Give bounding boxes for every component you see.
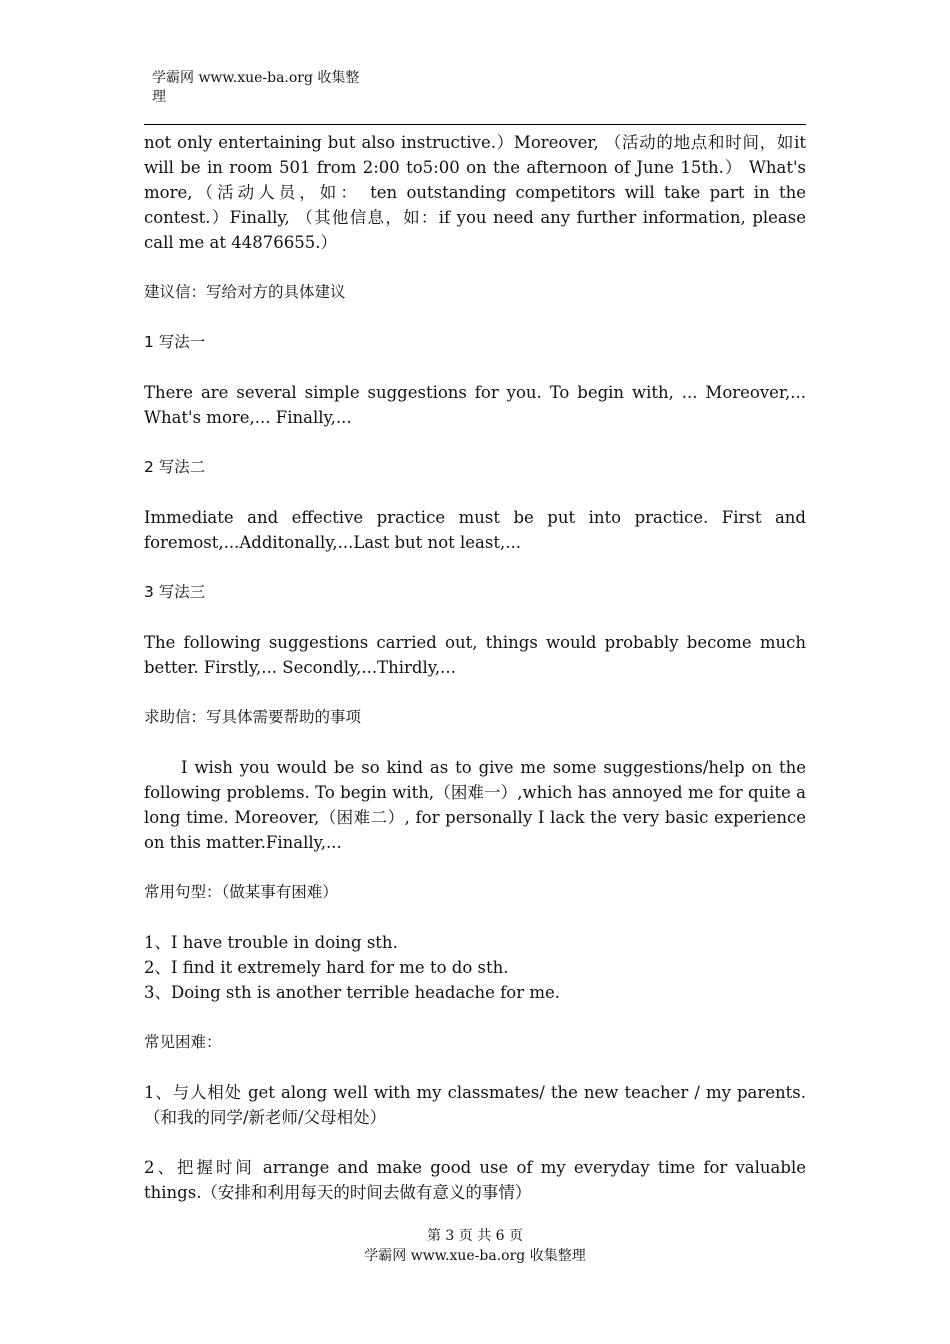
page-footer — [0, 1226, 950, 1266]
method-3-text: The following suggestions carried out, things would probably become much better. Firstly,... Secondly,...Thirdly,... — [144, 633, 806, 677]
common-difficulties-heading: 常见困难： — [144, 1033, 222, 1051]
common-patterns-list — [144, 930, 806, 1005]
list-item: 2、I find it extremely hard for me to do sth. — [144, 958, 509, 977]
suggestion-letter-heading: 建议信：写给对方的具体建议 — [144, 283, 346, 301]
method-1-title: 1 写法一 — [144, 333, 206, 351]
footer-source: 学霸网 www.xue-ba.org 收集整理 — [364, 1248, 586, 1264]
method-1-text: There are several simple suggestions for you. To begin with, ... Moreover,... What's more,... Finally,... — [144, 383, 806, 427]
document-body — [144, 130, 806, 1205]
difficulty-item-2: 2、把握时间 arrange and make good use of my everyday time for valuable things.（安排和利用每天的时间去做有意义的事情） — [144, 1158, 806, 1202]
header-divider — [144, 124, 806, 125]
method-2-title: 2 写法二 — [144, 458, 206, 476]
help-letter-text: I wish you would be so kind as to give me some suggestions/help on the following problems. To begin with,（困难一）,which has annoyed me for quite a long time. Moreover,（困难二）, for personally I lack the very basic experience on this matter.Finally,... — [144, 758, 806, 852]
help-letter-heading: 求助信：写具体需要帮助的事项 — [144, 708, 362, 726]
list-item: 1、I have trouble in doing sth. — [144, 933, 398, 952]
common-patterns-heading: 常用句型：（做某事有困难） — [144, 883, 338, 901]
page-number: 第 3 页 共 6 页 — [426, 1228, 524, 1244]
method-3-title: 3 写法三 — [144, 583, 206, 601]
page-header-source: 学霸网 www.xue-ba.org 收集整理 — [152, 70, 360, 105]
intro-paragraph: not only entertaining but also instructive.）Moreover, （活动的地点和时间，如it will be in room 501 from 2:00 to5:00 on the afternoon of June 15th.） What's more,（活动人员，如： ten outstanding competitors will take part in the contest.）Finally, （其他信息，如：if you need any further information, please call me at 44876655.） — [144, 133, 806, 252]
difficulty-item-1: 1、与人相处 get along well with my classmates/ the new teacher / my parents.（和我的同学/新老师/父母相处） — [144, 1083, 806, 1127]
list-item: 3、Doing sth is another terrible headache for me. — [144, 983, 561, 1002]
method-2-text: Immediate and effective practice must be put into practice. First and foremost,...Additonally,...Last but not least,... — [144, 508, 806, 552]
